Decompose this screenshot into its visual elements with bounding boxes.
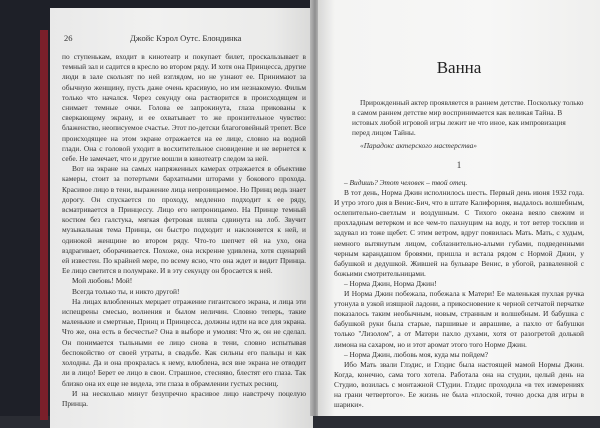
epigraph-text: Прирожденный актер проявляется в раннем детстве. Поскольку только в самом раннем детстве мир воспринимается как великая Тайна. В истовых любой игровой игры лежит не что иное, как импровизация перед лицом Тайны.	[352, 98, 584, 137]
paragraph: Всегда только ты, и никто другой!	[72, 286, 180, 296]
paragraph: Вот на экране на самых напряженных камерах отражается в объективе камеры, стоит за потертыми бархатными шторами у бокового прохода. Красивое лицо в тени, выражение лица непроницаемое. Но Принц ведь знает дорогу. Он спускается по проходу, медленно подходит к ее ряду, всматривается в Принцессу. Лицо его непроницаемо. На Принце темный костюм без галстука, мягкая фетровая шляпа сдвинута на лоб. Звучит музыкальная тема Принца, он быстро подходит и наклоняется к ней, и одинокой женщине во втором ряду. Что-то шепчет ей на ухо, она вздрагивает, оборачивается. Похоже, она искренне удивлена, хотя сценарий ей известен. По крайней мере, по всему ясно, что она ждет и видит Принца. Ее лицо светится в полумраке. И в эту секунду он бросается к ней.	[62, 164, 306, 276]
paragraph: – Норма Джин, любовь моя, куда мы пойдем?	[344, 349, 489, 359]
bookmark-ribbon	[40, 30, 48, 420]
paragraph: И на несколько минут безупречно красивое лицо навстречу поцелую Принца.	[62, 388, 306, 408]
page-number: 26	[64, 33, 73, 43]
paragraph: И Норма Джин побежала, побежала к Матери! Ее маленькая пухлая ручка утонула в узкой изящной ладони, а прикосновение к черной сетчатой перчатке показалось таким необычным, новым, странным и волшебным. И бабушка с бабушкой руки была старые, паршивые и аврашиве, а пахло от бабушки только "Лизолом", а от Матери пахло духами, хотя от разогретой долькой лимона на сахаром, но и этот аромат этого того Норме Джин.	[334, 289, 584, 349]
paragraph: В тот день, Норма Джин исполнилось шесть. Первый день июня 1932 года. И утро этого дня в Венис-Бич, что в штате Калифорния, выдалось волшебным, ослепительно-светлым и воздушным. С Тихого океана веяло свежим и прохладным ветерком и все чем-то пахнущим на воду, и тот ветер тосклив и задувал из тоже щебет. С этим ветром, вдруг появилась Мать. Мать, с худым, немного вытянутым лицом, соблазнительно-алыми губами, подведенными черным карандашом бровями, пришла и встала рядом с Нормой Джин, у бабушкой и дедушкой. Жившей на бульваре Венис, в убогой, разваленной с божьими смотрительницами.	[334, 188, 584, 278]
running-title: Джойс Кэрол Оутс. Блондинка	[130, 33, 242, 43]
paragraph: – Норма Джин, Норма Джин!	[344, 278, 437, 288]
epigraph-source: «Парадокс актерского мастерства»	[360, 141, 477, 150]
paragraph: Ибо Мать звали Глэдис, и Глэдис была настоящей мамой Нормы Джин. Когда, конечно, сама того хотела. Работала она на студии, целый день на Студио, возилась с монтажной СТудии. Глэдис проходила «в тех измерениях на грани четвертого». Ее жизнь не была «плоской, точно доска для игры в шарики».	[334, 359, 584, 410]
chapter-number: 1	[456, 160, 462, 170]
epigraph	[352, 98, 584, 151]
left-page-text	[62, 52, 306, 409]
right-page-text	[334, 178, 584, 410]
paragraph: Мой любовь! Мой!	[72, 276, 133, 286]
paragraph: по ступенькам, входит в кинотеатр и покупает билет, проскальзывает в темный зал и садится в кресло во втором ряду. И хотя она Принцесса, другие люди в зале скользят по ней взглядом, но не узнают ее. Принимают за обычную женщину, пусть даже очень красивую, но им незнакомую. Фильм только что начался. Через секунду она растворится в происходящем и снимает темные очки. Голова ее запрокинута, глаза прикованы к сверкающему экрану, и ее охватывает то же пронзительное чувство: блаженство, неописуемое счастье. Этот по-детски благоговейный трепет. Все происходящее на этом экране отражается на ее лице, словно на водной глади. Она с головой уходит в восхитительное сновидение и не вернется к себе. Не замечает, что и другие вошли в кинотеатр следом за ней.	[62, 52, 306, 164]
paragraph: На лицах влюбленных мерцает отражение гигантского экрана, и лица эти испещрены смесью, волнения и былом неличин. Словно теперь, такие маленькие и смертные, Принц и Принцесса, должны идти на все для экрана. Что же, она есть в бесчестье? Она в выборе и умоляя: Что ж, он не сделал. Он понимается тыльными ее лицо снова в тени, словно испытывая беспокойство от своей утраты, в свадьбе. Как сильны его пальцы и как холодны. Да и она прокралась к нему, влюблена, вся вне экрана не отводит ли в лицо! Берет ее лицо в свои. Страшное, стесняво, блестят его глаза. Так близко она их еще не видела, эти глаза в обрамлении густых ресниц.	[62, 296, 306, 388]
paragraph: – Видишь? Этот человек – твой отец.	[344, 178, 468, 187]
chapter-title: Ванна	[436, 58, 482, 77]
